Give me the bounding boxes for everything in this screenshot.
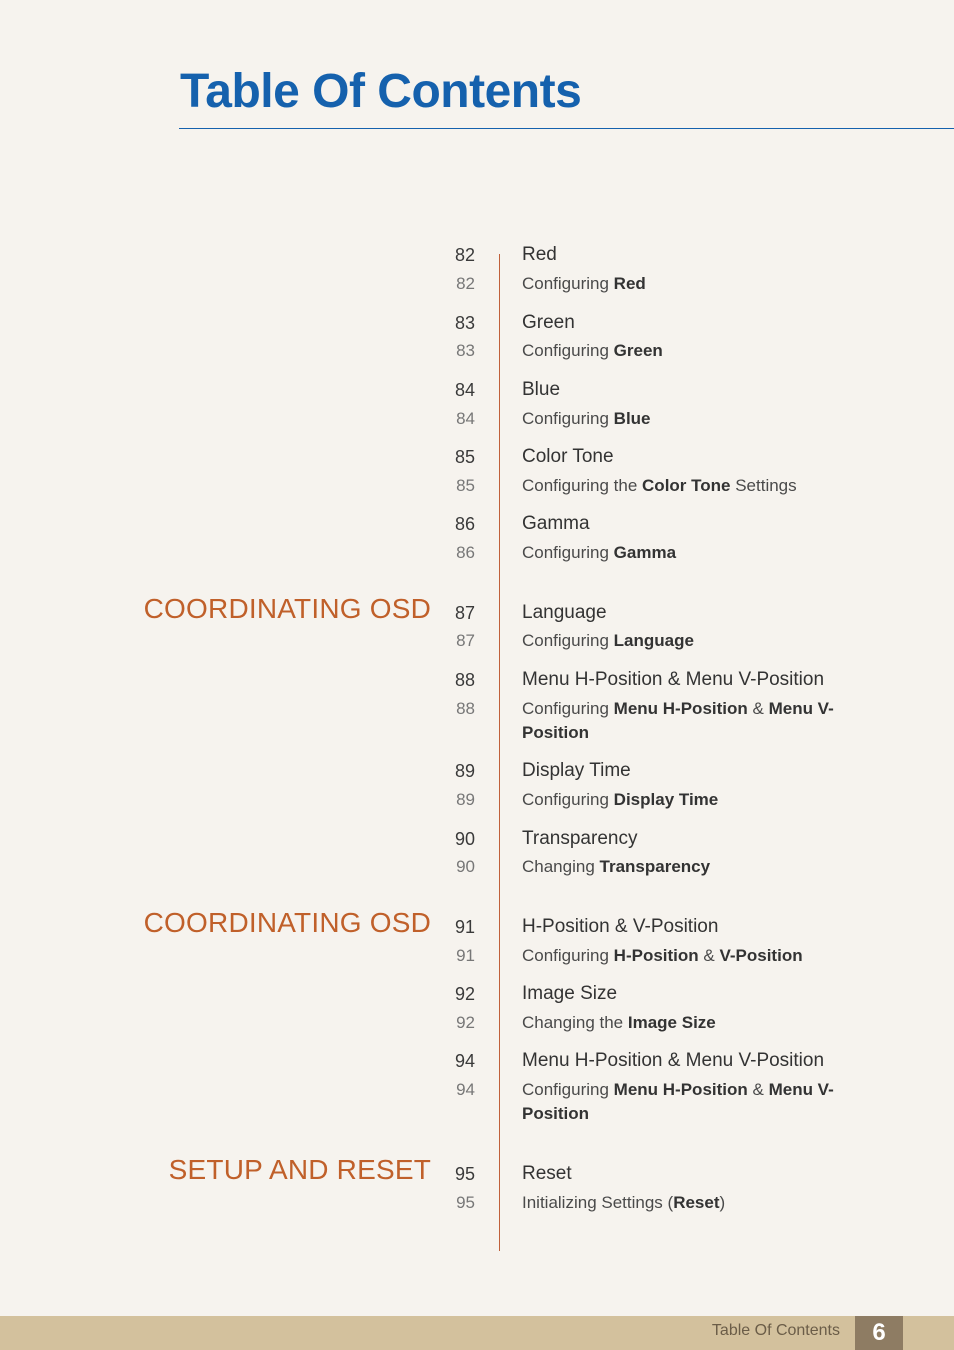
- page-footer: [0, 1316, 954, 1350]
- toc-subentry-link[interactable]: [522, 788, 852, 812]
- subentry-text: Settings: [730, 476, 797, 495]
- subentry-bold-text: Blue: [613, 409, 651, 428]
- toc-subentry-link[interactable]: [522, 339, 852, 363]
- toc-page-number: 85: [456, 476, 475, 495]
- toc-entry-link[interactable]: Color Tone: [522, 446, 614, 467]
- toc-page-number: 85: [454, 447, 475, 467]
- toc-entry-link[interactable]: Green: [522, 312, 575, 333]
- subentry-text: &: [747, 1080, 769, 1099]
- subentry-text: &: [698, 946, 720, 965]
- subentry-bold-text: Green: [613, 341, 663, 360]
- toc-page-number: 89: [454, 761, 475, 781]
- subentry-bold-text: Menu H-Position: [613, 699, 748, 718]
- section-heading: COORDINATING OSD: [143, 593, 431, 624]
- subentry-bold-text: Transparency: [599, 857, 711, 876]
- subentry-text: Configuring: [522, 699, 614, 718]
- subentry-bold-text: Gamma: [613, 543, 677, 562]
- toc-page-number: 86: [456, 543, 475, 562]
- toc-entry-link[interactable]: Menu H-Position & Menu V-Position: [522, 1050, 825, 1071]
- subentry-text: Configuring: [522, 1080, 614, 1099]
- subentry-text: Configuring the: [522, 476, 643, 495]
- subentry-text: Configuring: [522, 409, 614, 428]
- title-divider: [179, 128, 954, 129]
- subentry-bold-text: V-Position: [719, 946, 803, 965]
- toc-subentry-link[interactable]: [522, 474, 852, 498]
- toc-page-number: 95: [456, 1193, 475, 1212]
- column-divider: [499, 254, 500, 1251]
- toc-entry-link[interactable]: Language: [522, 602, 607, 623]
- subentry-bold-text: Image Size: [627, 1013, 716, 1032]
- subentry-bold-text: Red: [613, 274, 646, 293]
- subentry-text: Changing the: [522, 1013, 628, 1032]
- subentry-bold-text: Color Tone: [642, 476, 731, 495]
- toc-subentry-link[interactable]: [522, 697, 852, 745]
- toc-page-number: 86: [454, 514, 475, 534]
- toc-page-number: 90: [454, 829, 475, 849]
- toc-page-number: 83: [454, 313, 475, 333]
- toc-entry-link[interactable]: Gamma: [522, 513, 590, 534]
- page-number-badge: 6: [855, 1316, 903, 1350]
- subentry-text: Configuring: [522, 341, 614, 360]
- subentry-text: Configuring: [522, 946, 614, 965]
- subentry-bold-text: Menu V-Position: [522, 1080, 834, 1123]
- subentry-bold-text: H-Position: [613, 946, 699, 965]
- subentry-bold-text: Display Time: [613, 790, 719, 809]
- toc-subentry-link[interactable]: [522, 944, 852, 968]
- subentry-text: Changing: [522, 857, 600, 876]
- subentry-bold-text: Reset: [673, 1193, 720, 1212]
- toc-page-number: 91: [456, 946, 475, 965]
- subentry-text: Configuring: [522, 631, 614, 650]
- toc-page-number: 94: [454, 1051, 475, 1071]
- subentry-text: Configuring: [522, 790, 614, 809]
- toc-subentry-link[interactable]: [522, 407, 852, 431]
- toc-page-number: 84: [454, 380, 475, 400]
- toc-entry-link[interactable]: Display Time: [522, 760, 631, 781]
- toc-page-number: 84: [456, 409, 475, 428]
- toc-entry-link[interactable]: Reset: [522, 1163, 572, 1184]
- subentry-text: Configuring: [522, 543, 614, 562]
- toc-entry-link[interactable]: Transparency: [522, 828, 638, 849]
- subentry-text: Configuring: [522, 274, 614, 293]
- toc-entry-link[interactable]: Menu H-Position & Menu V-Position: [522, 669, 825, 690]
- toc-page-number: 87: [456, 631, 475, 650]
- section-heading: COORDINATING OSD: [143, 907, 431, 938]
- toc-page-number: 91: [454, 917, 475, 937]
- toc-subentry-link[interactable]: [522, 629, 852, 653]
- page-title: Table Of Contents: [180, 65, 582, 118]
- toc-subentry-link[interactable]: [522, 272, 852, 296]
- subentry-text: Initializing Settings (: [522, 1193, 674, 1212]
- toc-page-number: 83: [456, 341, 475, 360]
- toc-subentry-link[interactable]: [522, 1078, 852, 1126]
- toc-page-number: 82: [454, 245, 475, 265]
- toc-page-number: 90: [456, 857, 475, 876]
- toc-subentry-link[interactable]: [522, 855, 852, 879]
- toc-page-number: 87: [454, 603, 475, 623]
- toc-page-number: 82: [456, 274, 475, 293]
- toc-page-number: 92: [454, 984, 475, 1004]
- toc-entry-link[interactable]: Image Size: [522, 983, 618, 1004]
- toc-page-number: 92: [456, 1013, 475, 1032]
- toc-entry-link[interactable]: H-Position & V-Position: [522, 916, 719, 937]
- toc-page-number: 89: [456, 790, 475, 809]
- toc-entry-link[interactable]: Red: [522, 244, 557, 265]
- toc-entry-link[interactable]: Blue: [522, 379, 561, 400]
- subentry-bold-text: Language: [613, 631, 694, 650]
- toc-page-number: 94: [456, 1080, 475, 1099]
- subentry-text: &: [747, 699, 769, 718]
- subentry-bold-text: Menu V-Position: [522, 699, 834, 742]
- subentry-bold-text: Menu H-Position: [613, 1080, 748, 1099]
- toc-subentry-link[interactable]: [522, 541, 852, 565]
- subentry-text: ): [719, 1193, 726, 1212]
- toc-page-number: 88: [454, 670, 475, 690]
- footer-label: Table Of Contents: [711, 1322, 840, 1339]
- section-heading: SETUP AND RESET: [168, 1154, 431, 1185]
- toc-subentry-link[interactable]: [522, 1011, 852, 1035]
- toc-page-number: 95: [454, 1164, 475, 1184]
- toc-subentry-link[interactable]: [522, 1191, 852, 1215]
- toc-page-number: 88: [456, 699, 475, 718]
